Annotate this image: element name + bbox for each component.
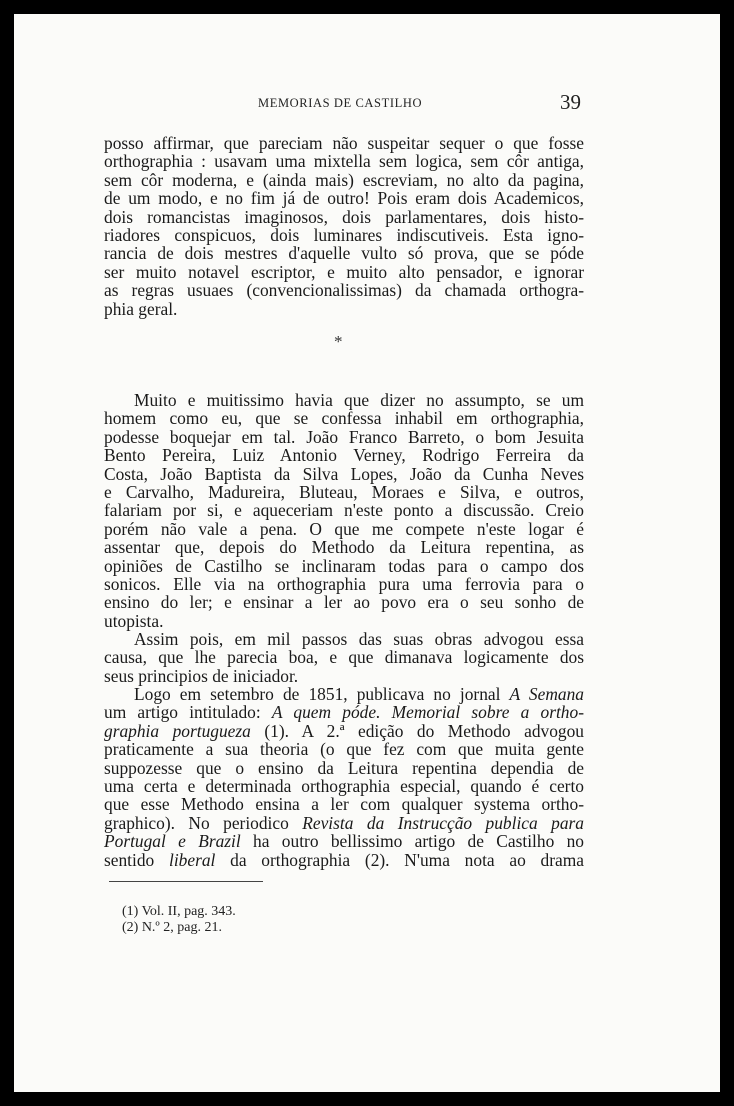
text-line: suppozesse que o ensino da Leitura repentina dependia de [104, 757, 584, 778]
text-line: sem côr moderna, e (ainda mais) escreviam, no alto da pagina, [104, 169, 584, 190]
text-line: homem como eu, que se confessa inhabil em orthographia, [104, 408, 584, 429]
text-line: uma certa e determinada orthographia especial, quando é certo [104, 776, 584, 797]
text-line: Assim pois, em mil passos das suas obras advogou essa [134, 629, 584, 649]
text-line: riadores conspicuos, dois luminares indiscutiveis. Esta igno- [104, 225, 584, 246]
periodical-title: Revista da Instrucção publica para [302, 812, 584, 833]
text-line: Muito e muitissimo havia que dizer no assumpto, se um [134, 390, 584, 410]
paragraph-orthography [104, 391, 584, 630]
text-line: graphia portugueza (1). A 2.ª edição do Methodo advogou [104, 720, 585, 741]
text-line: ser muito notavel escriptor, e muito alto pensador, e ignorar [104, 261, 584, 282]
text-line: Bento Pereira, Luiz Antonio Verney, Rodrigo Ferreira da [104, 445, 584, 466]
paragraph-semana [104, 685, 584, 869]
page-number: 39 [560, 90, 581, 114]
text-line: phia geral. [104, 298, 178, 319]
article-title: A quem póde. Memorial sobre a ortho- [271, 702, 584, 723]
text-line: orthographia : usavam uma mixtella sem logica, sem côr antiga, [104, 151, 584, 172]
text-line: porém não vale a pena. O que me compete n'este logar é [104, 518, 584, 539]
footnote-divider [109, 881, 263, 882]
text-line: graphico). No periodico Revista da Instrucção publica para [104, 812, 584, 833]
text-line: causa, que lhe parecia boa, e que dimanava logicamente dos [104, 647, 584, 668]
text-line: utopista. [104, 610, 164, 631]
text-line: e Carvalho, Madureira, Bluteau, Moraes e Silva, e outros, [104, 482, 584, 503]
section-asterism: * [334, 332, 343, 351]
text-line: praticamente a sua theoria (o que fez com que muita gente [104, 739, 584, 760]
text-line: as regras usuaes (convencionalissimas) da chamada orthogra- [104, 280, 584, 301]
text-line: posso affirmar, que pareciam não suspeitar sequer o que fosse [104, 133, 584, 153]
text-line: de um modo, e no fim já de outro! Pois eram dois Academicos, [104, 188, 584, 209]
text-line: assentar que, depois do Methodo da Leitura repentina, as [104, 537, 584, 558]
text-line: Portugal e Brazil ha outro bellissimo artigo de Castilho no [104, 831, 584, 852]
text-line: opiniões de Castilho se inclinaram todas para o campo dos [104, 555, 584, 576]
book-page [14, 14, 720, 1092]
text-line: ensino do ler; e ensinar a ler ao povo era o seu sonho de [104, 592, 584, 613]
paragraph-continued [104, 134, 584, 318]
text-line: um artigo intitulado: A quem póde. Memorial sobre a ortho- [104, 702, 584, 723]
emphasis-liberal: liberal [169, 849, 216, 870]
running-head: MEMORIAS DE CASTILHO [258, 96, 423, 110]
text-line: que esse Methodo ensina a ler com qualquer systema ortho- [104, 794, 584, 815]
text-line: seus principios de iniciador. [104, 665, 299, 686]
text-line: sentido liberal da orthographia (2). N'uma nota ao drama [104, 849, 584, 870]
article-title-cont: graphia portugueza [104, 720, 251, 741]
text-line: Logo em setembro de 1851, publicava no jornal A Semana [134, 684, 584, 704]
page-header [14, 92, 720, 116]
journal-title: A Semana [509, 684, 584, 704]
text-line: falariam por si, e aqueceriam n'este ponto a discussão. Creio [104, 500, 584, 521]
footnote-2: (2) N.º 2, pag. 21. [122, 919, 222, 935]
text-line: rancia de dois mestres d'aquelle vulto só prova, que se póde [104, 243, 584, 264]
footnotes [122, 904, 236, 935]
text-line: podesse boquejar em tal. João Franco Barreto, o bom Jesuita [104, 426, 584, 447]
paragraph-causa [104, 630, 584, 685]
footnote-1: (1) Vol. II, pag. 343. [122, 904, 236, 919]
text-line: Costa, João Baptista da Silva Lopes, João da Cunha Neves [104, 463, 584, 484]
text-line: sonicos. Elle via na orthographia pura uma ferrovia para o [104, 574, 584, 595]
periodical-title-cont: Portugal e Brazil [104, 831, 241, 852]
text-line: dois romancistas imaginosos, dois parlamentares, dois histo- [104, 206, 584, 227]
